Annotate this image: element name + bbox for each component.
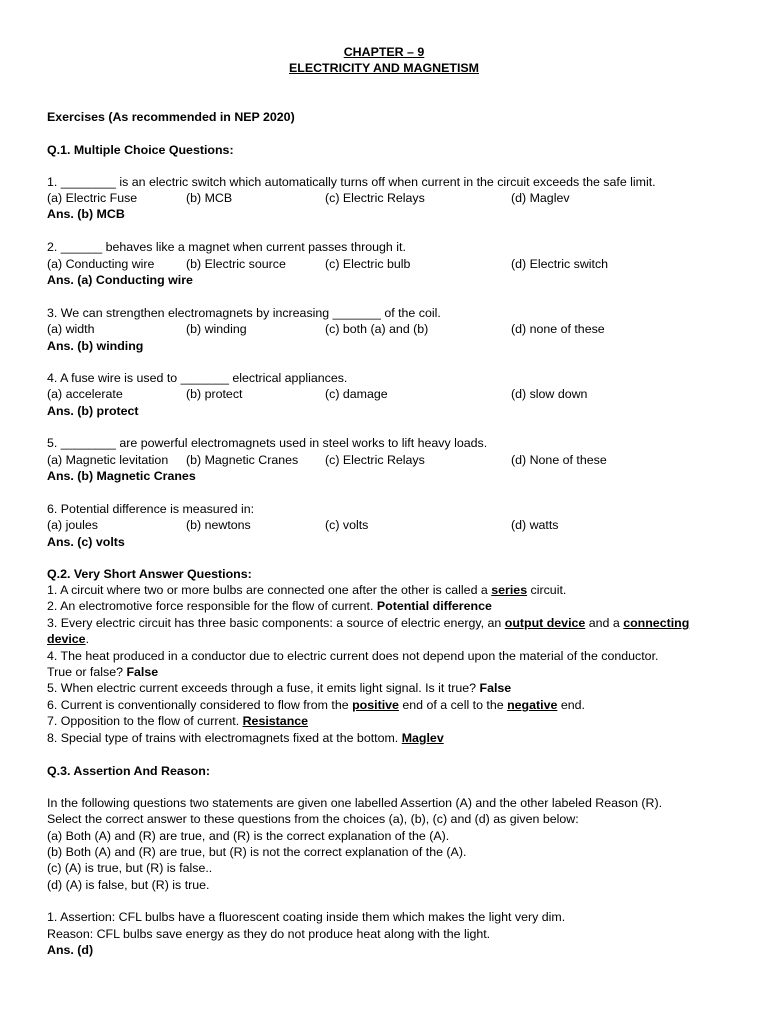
vsa-4-answer: False: [126, 665, 159, 679]
mcq-2-option-a: (a) Conducting wire: [47, 257, 155, 271]
mcq-3-option-a: (a) width: [47, 322, 95, 336]
mcq-5-number: 5.: [47, 436, 58, 450]
vsa-3-answer-1: output device: [504, 616, 586, 630]
vsa-2-answer: Potential difference: [376, 599, 492, 613]
mcq-6-option-a: (a) joules: [47, 518, 98, 532]
mcq-6-option-c: (c) volts: [325, 518, 369, 532]
exercises-intro: Exercises (As recommended in NEP 2020): [47, 110, 295, 124]
q3-option-b: (b) Both (A) and (R) are true, but (R) is not the correct explanation of the (A).: [47, 845, 467, 859]
vsa-4-text: True or false?: [47, 665, 127, 679]
mcq-3-blank: _______: [332, 306, 381, 320]
vsa-7-answer: Resistance: [242, 714, 309, 728]
mcq-4-text-pre: A fuse wire is used to: [60, 371, 181, 385]
mcq-4-option-d: (d) slow down: [511, 387, 588, 401]
vsa-3: [47, 615, 689, 631]
mcq-2-question: [47, 239, 406, 255]
q3-option-d: (d) (A) is false, but (R) is true.: [47, 878, 210, 892]
vsa-6: [47, 697, 585, 713]
mcq-5-option-a: (a) Magnetic levitation: [47, 453, 169, 467]
mcq-6-number: 6.: [47, 502, 58, 516]
mcq-1-option-a: (a) Electric Fuse: [47, 191, 138, 205]
mcq-2-text: behaves like a magnet when current passes through it.: [102, 240, 406, 254]
mcq-1-question: [47, 174, 656, 190]
vsa-7: [47, 713, 308, 729]
q3-heading: Q.3. Assertion And Reason:: [47, 764, 210, 778]
vsa-3-answer-2: connecting: [623, 616, 690, 630]
mcq-3-question: [47, 305, 441, 321]
mcq-5-option-d: (d) None of these: [511, 453, 607, 467]
mcq-2-number: 2.: [47, 240, 58, 254]
vsa-2-text: 2. An electromotive force responsible for the flow of current.: [47, 599, 377, 613]
mcq-4-text: electrical appliances.: [228, 371, 348, 385]
mcq-4-question: [47, 370, 347, 386]
mcq-3-option-d: (d) none of these: [511, 322, 605, 336]
vsa-5: [47, 680, 511, 696]
vsa-6-answer-2: negative: [507, 698, 558, 712]
mcq-4-number: 4.: [47, 371, 58, 385]
mcq-3-option-c: (c) both (a) and (b): [325, 322, 429, 336]
q3-instruction-1: In the following questions two statements are given one labelled Assertion (A) and the other labeled Reason (R).: [47, 796, 663, 810]
mcq-3-text-pre: We can strengthen electromagnets by increasing: [60, 306, 333, 320]
vsa-6-answer-1: positive: [352, 698, 399, 712]
mcq-6-option-d: (d) watts: [511, 518, 559, 532]
vsa-3-cont: [47, 631, 89, 647]
q3-instruction-2: Select the correct answer to these questions from the choices (a), (b), (c) and (d) as given below:: [47, 812, 579, 826]
mcq-5-answer: Ans. (b) Magnetic Cranes: [47, 469, 196, 483]
mcq-5-question: [47, 435, 487, 451]
mcq-5-blank: ________: [60, 436, 116, 450]
mcq-4-blank: _______: [180, 371, 229, 385]
vsa-8-text: 8. Special type of trains with electromagnets fixed at the bottom.: [47, 731, 402, 745]
vsa-3-text: 3. Every electric circuit has three basic components: a source of electric energy, an: [47, 616, 505, 630]
mcq-5-option-c: (c) Electric Relays: [325, 453, 425, 467]
mcq-2-option-d: (d) Electric switch: [511, 257, 609, 271]
q2-heading: Q.2. Very Short Answer Questions:: [47, 567, 252, 581]
mcq-3-text: of the coil.: [380, 306, 441, 320]
mcq-4-option-b: (b) protect: [186, 387, 243, 401]
q1-heading: Q.1. Multiple Choice Questions:: [47, 143, 234, 157]
vsa-3-text-mid: and a: [585, 616, 624, 630]
mcq-2-option-c: (c) Electric bulb: [325, 257, 411, 271]
vsa-5-answer: False: [479, 681, 512, 695]
mcq-6-option-b: (b) newtons: [186, 518, 251, 532]
vsa-3-period: .: [85, 632, 90, 646]
vsa-1-answer: series: [491, 583, 528, 597]
vsa-6-text: 6. Current is conventionally considered to flow from the: [47, 698, 353, 712]
mcq-1-answer: Ans. (b) MCB: [47, 207, 125, 221]
mcq-6-question: [47, 501, 254, 517]
mcq-5-text: are powerful electromagnets used in steel works to lift heavy loads.: [115, 436, 488, 450]
ar-1-answer: Ans. (d): [47, 943, 94, 957]
mcq-3-option-b: (b) winding: [186, 322, 247, 336]
mcq-1-option-c: (c) Electric Relays: [325, 191, 425, 205]
mcq-2-blank: ______: [60, 240, 103, 254]
vsa-7-text: 7. Opposition to the flow of current.: [47, 714, 243, 728]
mcq-1-option-b: (b) MCB: [186, 191, 233, 205]
mcq-3-answer: Ans. (b) winding: [47, 339, 144, 353]
vsa-8-answer: Maglev: [401, 731, 444, 745]
vsa-5-text: 5. When electric current exceeds through a fuse, it emits light signal. Is it true?: [47, 681, 480, 695]
vsa-4: 4. The heat produced in a conductor due to electric current does not depend upon the material of the conductor.: [47, 649, 659, 663]
mcq-2-option-b: (b) Electric source: [186, 257, 286, 271]
vsa-8: [47, 730, 444, 746]
mcq-1-option-d: (d) Maglev: [511, 191, 570, 205]
mcq-6-answer: Ans. (c) volts: [47, 535, 125, 549]
reason-1: Reason: CFL bulbs save energy as they do not produce heat along with the light.: [47, 927, 491, 941]
mcq-2-answer: Ans. (a) Conducting wire: [47, 273, 193, 287]
vsa-6-text-mid: end of a cell to the: [398, 698, 508, 712]
mcq-6-text: Potential difference is measured in:: [60, 502, 255, 516]
assertion-1: 1. Assertion: CFL bulbs have a fluorescent coating inside them which makes the light very dim.: [47, 910, 566, 924]
vsa-6-text-end: end.: [557, 698, 585, 712]
chapter-title: ELECTRICITY AND MAGNETISM: [289, 61, 479, 75]
vsa-1-text: 1. A circuit where two or more bulbs are connected one after the other is called a: [47, 583, 492, 597]
mcq-5-option-b: (b) Magnetic Cranes: [186, 453, 299, 467]
vsa-3-answer-2-cont: device: [47, 632, 86, 646]
mcq-1-blank: ________: [60, 175, 116, 189]
chapter-number: CHAPTER – 9: [343, 45, 425, 59]
vsa-1-text-end: circuit.: [527, 583, 567, 597]
mcq-4-option-a: (a) accelerate: [47, 387, 123, 401]
mcq-3-number: 3.: [47, 306, 58, 320]
q3-option-c: (c) (A) is true, but (R) is false..: [47, 861, 213, 875]
mcq-1-number: 1.: [47, 175, 58, 189]
mcq-4-option-c: (c) damage: [325, 387, 388, 401]
vsa-2: [47, 598, 492, 614]
q3-option-a: (a) Both (A) and (R) are true, and (R) is the correct explanation of the (A).: [47, 829, 450, 843]
mcq-4-answer: Ans. (b) protect: [47, 404, 139, 418]
vsa-4-cont: [47, 664, 158, 680]
mcq-1-text: is an electric switch which automatically turns off when current in the circuit exceeds the safe limit.: [115, 175, 656, 189]
vsa-1: [47, 582, 566, 598]
